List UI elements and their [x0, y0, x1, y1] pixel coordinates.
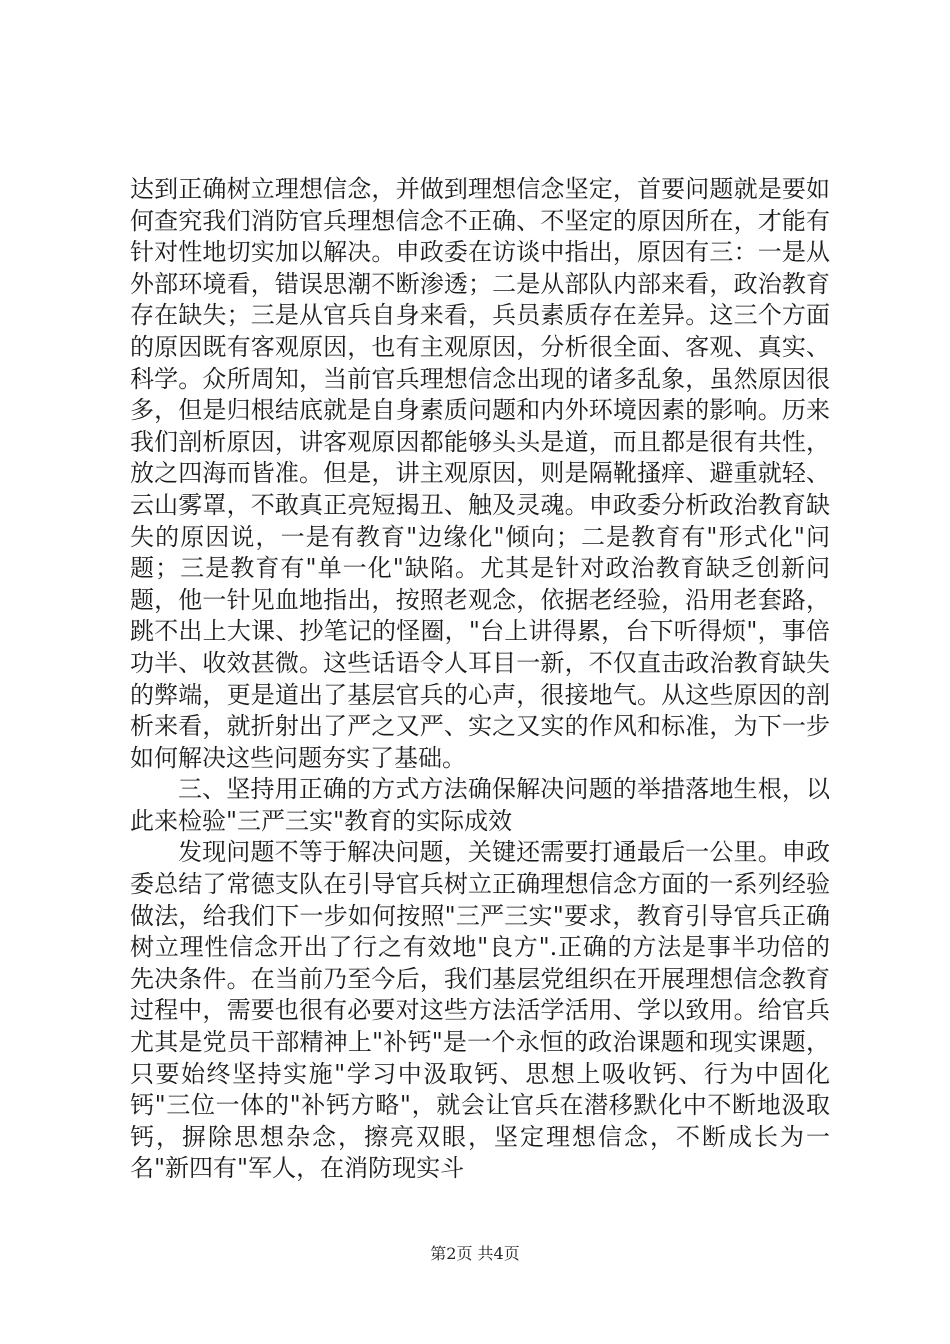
body-paragraph: 发现问题不等于解决问题，关键还需要打通最后一公里。申政委总结了常德支队在引导官兵树立正确理想信念方面的一系列经验做法，给我们下一步如何按照"三严三实"要求，教育引导官兵正确树立理性信念开出了行之有效地"良方".正确的方法是事半功倍的先决条件。在当前乃至今后，我们基层党组织在开展理想信念教育过程中，需要也很有必要对这些方法活学活用、学以致用。给官兵尤其是党员干部精神上"补钙"是一个永恒的政治课题和现实课题，只要始终坚持实施"学习中汲取钙、思想上吸收钙、行为中固化钙"三位一体的"补钙方略"，就会让官兵在潜移默化中不断地汲取钙，摒除思想杂念，擦亮双眼，坚定理想信念，不断成长为一名"新四有"军人，在消防现实斗: [130, 838, 830, 1183]
body-paragraph-continuation: 达到正确树立理想信念，并做到理想信念坚定，首要问题就是要如何查究我们消防官兵理想信念不正确、不坚定的原因所在，才能有针对性地切实加以解决。申政委在访谈中指出，原因有三：一是从外部环境看，错误思潮不断渗透；二是从部队内部来看，政治教育存在缺失；三是从官兵自身来看，兵员素质存在差异。这三个方面的原因既有客观原因，也有主观原因，分析很全面、客观、真实、科学。众所周知，当前官兵理想信念出现的诸多乱象，虽然原因很多，但是归根结底就是自身素质问题和内外环境因素的影响。历来我们剖析原因，讲客观原因都能够头头是道，而且都是很有共性，放之四海而皆准。但是，讲主观原因，则是隔靴搔痒、避重就轻、云山雾罩，不敢真正亮短揭丑、触及灵魂。申政委分析政治教育缺失的原因说，一是有教育"边缘化"倾向；二是教育有"形式化"问题；三是教育有"单一化"缺陷。尤其是针对政治教育缺乏创新问题，他一针见血地指出，按照老观念，依据老经验，沿用老套路，跳不出上大课、抄笔记的怪圈，"台上讲得累，台下听得烦"，事倍功半、收效甚微。这些话语令人耳目一新，不仅直击政治教育缺失的弊端，更是道出了基层官兵的心声，很接地气。从这些原因的剖析来看，就折射出了严之又严、实之又实的作风和标准，为下一步如何解决这些问题夯实了基础。: [130, 175, 830, 772]
page-number-footer: 第2页 共4页: [430, 1244, 520, 1263]
document-body: [130, 174, 830, 1185]
section-heading-three: 三、坚持用正确的方式方法确保解决问题的举措落地生根，以此来检验"三严三实"教育的实际成效: [130, 775, 830, 835]
